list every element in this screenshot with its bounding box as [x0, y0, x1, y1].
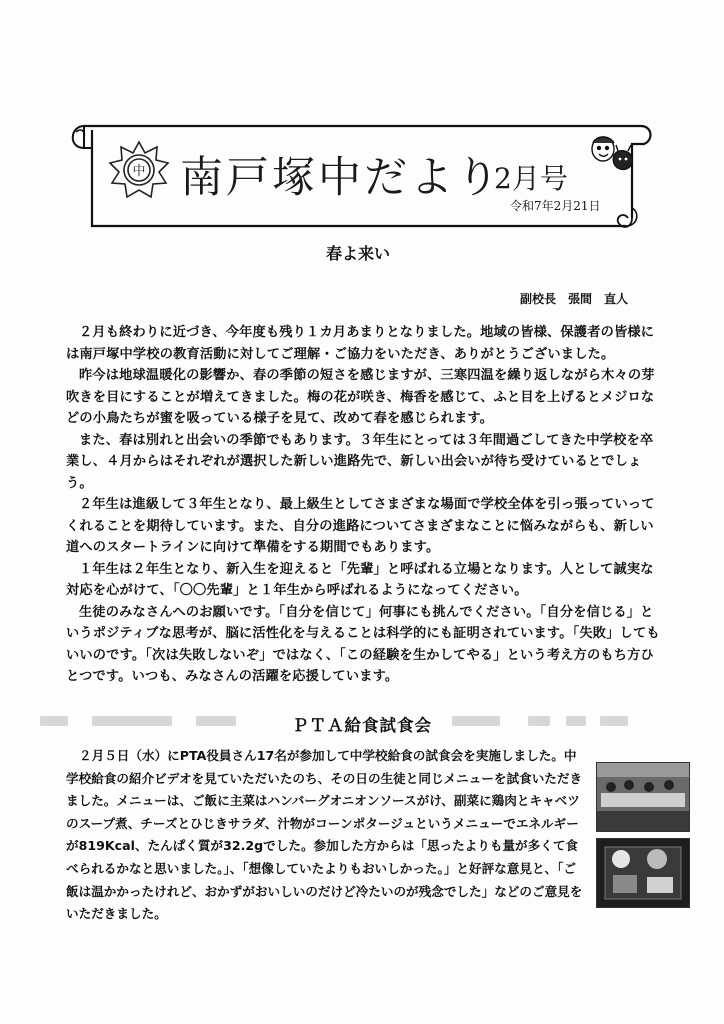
author-line: 副校長 張間 直人 — [519, 292, 628, 306]
scan-smudge — [566, 716, 586, 726]
scan-smudge — [196, 716, 236, 726]
lunch-tray-photo — [596, 838, 690, 908]
meeting-photo — [596, 762, 690, 832]
scan-smudge — [600, 716, 628, 726]
greeting-paragraph: また、春は別れと出会いの季節でもあります。３年生にとっては３年間過ごしてきた中学校を卒業し、４月からはそれぞれが選択した新しい進路先で、新しい出会いが待ち受けているとでしょう。 — [66, 432, 654, 491]
greeting-title: 春よ来い — [326, 244, 391, 263]
pta-paragraph: ２月５日（水）にPTA役員さん17名が参加して中学校給食の試食会を実施しました。中学校給食の紹介ビデオを見ていただいたのち、その日の生徒と同じメニューを試食いただきました。メニューは、ご飯に主菜はハンバーグオニオンソースがけ、副菜に鶏肉とキャベツのスープ煮、チーズとひじきサラダ、汁物がコーンポタージュというメニューでエネルギーが819Kcal、たんぱく質が32.2gでした。参加した方からは「思ったよりも量が多くて食べられるかなと思いました。」、「想像していたよりもおいしかった。」と好評な意見と、「ご飯は温かかったけれど、おかずがおいしいのだけど冷たいのが残念でした」などのご意見をいただきました。 — [66, 748, 583, 922]
newsletter-title: 南戸塚中だより — [180, 153, 502, 203]
greeting-paragraph: ２月も終わりに近づき、今年度も残り１カ月あまりとなりました。地域の皆様、保護者の皆様には南戸塚中学校の教育活動に対してご理解・ご協力をいただき、ありがとうございました。 — [66, 325, 655, 362]
scan-smudge — [40, 716, 68, 726]
pta-body — [66, 745, 586, 926]
issue-date: 令和7年2月21日 — [510, 199, 601, 213]
greeting-paragraph: ２年生は進級して３年生となり、最上級生としてさまざまな場面で学校全体を引っ張っていってくれることを期待しています。また、自分の進路についてさまざまなことに悩みながらも、新しい道へのスタートラインに向けて準備をする期間でもあります。 — [66, 497, 655, 555]
emblem-letter: 中 — [132, 164, 146, 179]
mascot-illustration-icon — [588, 133, 636, 175]
greeting-paragraph: 昨今は地球温暖化の影響か、春の季節の短さを感じますが、三寒四温を繰り返しながら木々の芽吹きを目にすることが増えてきました。梅の花が咲き、梅香を感じて、ふと目を上げるとメジロなどの小鳥たちが蜜を吸っている様子を見て、改めて春を感じられます。 — [66, 368, 655, 426]
greeting-paragraph: 生徒のみなさんへのお願いです。「自分を信じて」何事にも挑んでください。「自分を信じる」というポジティブな思考が、脳に活性化を与えることは科学的にも証明されています。「失敗」してもいいのです。「次は失敗しないぞ」ではなく、「この経験を生かしてやる」という考え方のもち方ひとつです。いつも、みなさんの活躍を応援しています。 — [66, 604, 660, 684]
scan-smudge — [528, 716, 550, 726]
scan-smudge — [92, 716, 172, 726]
school-emblem-icon — [108, 139, 170, 201]
scan-smudge — [452, 716, 500, 726]
issue-label: 2月号 — [494, 162, 568, 195]
greeting-body — [66, 322, 666, 688]
greeting-paragraph: １年生は２年生となり、新入生を迎えると「先輩」と呼ばれる立場となります。人として誠実な対応を心がけて、「〇〇先輩」と１年生から呼ばれるようになってください。 — [66, 561, 654, 598]
pta-title: ＰＴＡ給食試食会 — [292, 716, 432, 735]
lunch-tray-icon — [597, 839, 689, 907]
meeting-scene-icon — [597, 763, 689, 831]
